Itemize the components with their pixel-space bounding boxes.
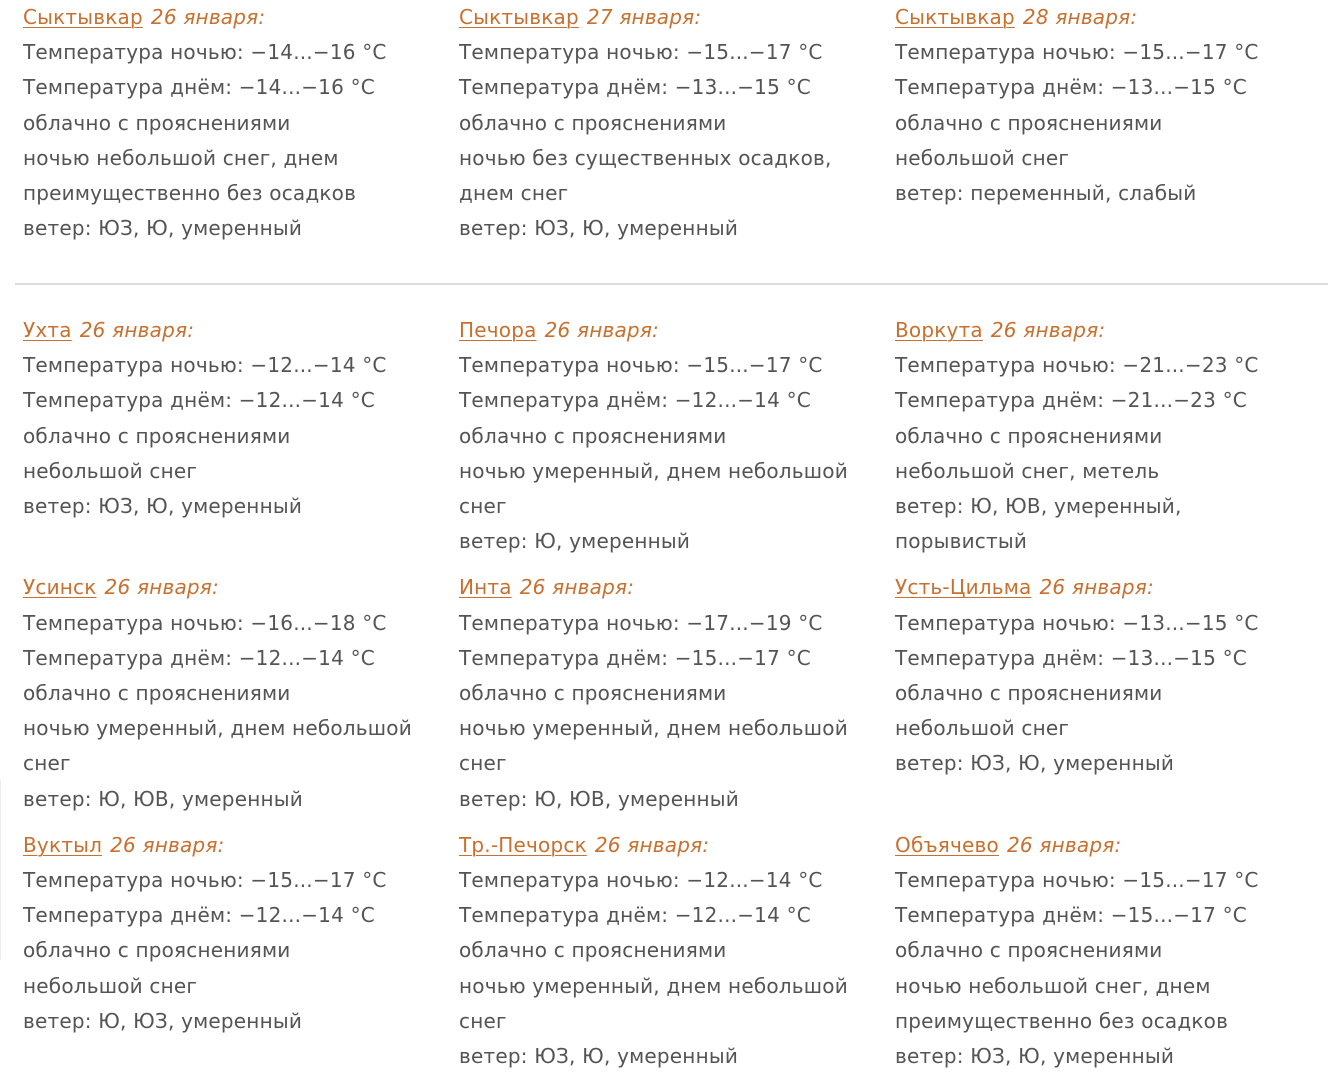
sky-conditions: облачно с прояснениями xyxy=(895,110,1163,135)
precipitation: ночью умеренный, днем небольшой снег xyxy=(459,458,848,519)
precipitation: небольшой снег xyxy=(23,458,198,483)
wind: ветер: ЮЗ, Ю, умеренный xyxy=(895,1044,1175,1069)
wind: ветер: ЮЗ, Ю, умеренный xyxy=(459,1044,739,1069)
forecast-date: 26 января: xyxy=(110,832,225,857)
night-temperature: Температура ночью: −16...−18 °C xyxy=(23,610,387,635)
sky-conditions: облачно с прояснениями xyxy=(895,681,1163,706)
sky-conditions: облачно с прояснениями xyxy=(459,423,727,448)
forecast-card xyxy=(23,0,459,246)
forecast-date: 26 января: xyxy=(104,575,219,600)
wind: ветер: переменный, слабый xyxy=(895,181,1197,206)
capital-forecast-section xyxy=(0,0,1338,246)
capital-forecast-grid xyxy=(0,0,1338,246)
wind: ветер: Ю, ЮЗ, умеренный xyxy=(23,1008,303,1033)
forecast-card-header xyxy=(895,828,1331,863)
night-temperature: Температура ночью: −21...−23 °C xyxy=(895,353,1259,378)
night-temperature: Температура ночью: −13...−15 °C xyxy=(895,610,1259,635)
city-link[interactable]: Воркута xyxy=(895,318,983,342)
precipitation: небольшой снег xyxy=(23,973,198,998)
day-temperature: Температура днём: −12...−14 °C xyxy=(459,903,811,928)
forecast-card xyxy=(23,313,459,559)
wind: ветер: ЮЗ, Ю, умеренный xyxy=(23,216,303,241)
forecast-card xyxy=(895,313,1331,559)
forecast-card xyxy=(23,570,459,816)
night-temperature: Температура ночью: −12...−14 °C xyxy=(459,868,823,893)
forecast-card xyxy=(895,828,1331,1074)
forecast-card-header xyxy=(23,0,459,35)
wind: ветер: ЮЗ, Ю, умеренный xyxy=(459,216,739,241)
day-temperature: Температура днём: −15...−17 °C xyxy=(895,903,1247,928)
left-edge-marker xyxy=(0,780,1,960)
city-link[interactable]: Вуктыл xyxy=(23,832,103,857)
forecast-card xyxy=(459,313,895,559)
sky-conditions: облачно с прояснениями xyxy=(23,423,291,448)
forecast-card-header xyxy=(459,313,895,348)
forecast-card xyxy=(23,828,459,1074)
forecast-date: 26 января: xyxy=(150,5,266,29)
wind: ветер: ЮЗ, Ю, умеренный xyxy=(23,494,303,519)
forecast-card-header xyxy=(23,828,459,863)
forecast-date: 27 января: xyxy=(586,5,702,29)
forecast-date: 26 января: xyxy=(594,832,710,857)
night-temperature: Температура ночью: −14...−16 °C xyxy=(23,40,387,65)
night-temperature: Температура ночью: −15...−17 °C xyxy=(459,40,823,65)
wind: ветер: Ю, ЮВ, умеренный, порывистый xyxy=(895,494,1182,554)
wind: ветер: Ю, умеренный xyxy=(459,529,691,554)
night-temperature: Температура ночью: −15...−17 °C xyxy=(23,868,387,893)
night-temperature: Температура ночью: −17...−19 °C xyxy=(459,610,823,635)
precipitation: ночью без существенных осадков, днем снег xyxy=(459,145,832,206)
precipitation: ночью умеренный, днем небольшой снег xyxy=(459,973,848,1033)
precipitation: небольшой снег xyxy=(895,716,1070,741)
wind: ветер: Ю, ЮВ, умеренный xyxy=(23,786,303,811)
forecast-card xyxy=(459,0,895,246)
regional-forecast-grid xyxy=(0,313,1338,1074)
precipitation: ночью умеренный, днем небольшой снег xyxy=(459,716,848,776)
city-link[interactable]: Объячево xyxy=(895,832,999,857)
forecast-date: 26 января: xyxy=(1039,575,1154,600)
city-link[interactable]: Сыктывкар xyxy=(23,5,143,29)
wind: ветер: ЮЗ, Ю, умеренный xyxy=(895,751,1175,776)
day-temperature: Температура днём: −21...−23 °C xyxy=(895,388,1247,413)
day-temperature: Температура днём: −12...−14 °C xyxy=(459,388,811,413)
city-link[interactable]: Сыктывкар xyxy=(895,5,1015,29)
forecast-card-header xyxy=(895,570,1331,605)
regional-forecast-section xyxy=(0,313,1338,1074)
forecast-card xyxy=(459,570,895,816)
night-temperature: Температура ночью: −15...−17 °C xyxy=(459,353,823,378)
sky-conditions: облачно с прояснениями xyxy=(459,681,727,706)
night-temperature: Температура ночью: −12...−14 °C xyxy=(23,353,387,378)
precipitation: ночью небольшой снег, днем преимущественно без осадков xyxy=(895,973,1229,1033)
precipitation: ночью небольшой снег, днем преимущественно без осадков xyxy=(23,145,357,206)
city-link[interactable]: Инта xyxy=(459,575,512,600)
day-temperature: Температура днём: −12...−14 °C xyxy=(23,388,375,413)
sky-conditions: облачно с прояснениями xyxy=(23,681,291,706)
city-link[interactable]: Тр.-Печорск xyxy=(459,832,587,857)
forecast-card xyxy=(895,570,1331,816)
forecast-card-header xyxy=(895,313,1331,348)
forecast-date: 26 января: xyxy=(79,318,195,342)
sky-conditions: облачно с прояснениями xyxy=(895,938,1163,963)
sky-conditions: облачно с прояснениями xyxy=(895,423,1163,448)
day-temperature: Температура днём: −13...−15 °C xyxy=(459,75,811,100)
day-temperature: Температура днём: −14...−16 °C xyxy=(23,75,375,100)
forecast-card-header xyxy=(459,0,895,35)
sky-conditions: облачно с прояснениями xyxy=(23,110,291,135)
night-temperature: Температура ночью: −15...−17 °C xyxy=(895,40,1259,65)
precipitation: небольшой снег xyxy=(895,145,1070,170)
city-link[interactable]: Печора xyxy=(459,318,537,342)
forecast-card xyxy=(895,0,1331,246)
forecast-card-header xyxy=(23,570,459,605)
city-link[interactable]: Ухта xyxy=(23,318,72,342)
day-temperature: Температура днём: −12...−14 °C xyxy=(23,903,375,928)
precipitation: ночью умеренный, днем небольшой снег xyxy=(23,716,412,776)
day-temperature: Температура днём: −13...−15 °C xyxy=(895,75,1247,100)
sky-conditions: облачно с прояснениями xyxy=(459,938,727,963)
forecast-date: 26 января: xyxy=(519,575,635,600)
wind: ветер: Ю, ЮВ, умеренный xyxy=(459,786,739,811)
day-temperature: Температура днём: −12...−14 °C xyxy=(23,645,375,670)
forecast-date: 28 января: xyxy=(1022,5,1138,29)
forecast-card-header xyxy=(23,313,459,348)
forecast-date: 26 января: xyxy=(1006,832,1122,857)
day-temperature: Температура днём: −13...−15 °C xyxy=(895,645,1247,670)
forecast-date: 26 января: xyxy=(544,318,659,342)
forecast-date: 26 января: xyxy=(990,318,1106,342)
city-link[interactable]: Усть-Цильма xyxy=(895,575,1032,600)
section-divider xyxy=(15,283,1328,285)
city-link[interactable]: Усинск xyxy=(23,575,97,600)
forecast-card xyxy=(459,828,895,1074)
forecast-card-header xyxy=(459,570,895,605)
forecast-card-header xyxy=(459,828,895,863)
precipitation: небольшой снег, метель xyxy=(895,458,1160,483)
sky-conditions: облачно с прояснениями xyxy=(23,938,291,963)
night-temperature: Температура ночью: −15...−17 °C xyxy=(895,868,1259,893)
sky-conditions: облачно с прояснениями xyxy=(459,110,727,135)
day-temperature: Температура днём: −15...−17 °C xyxy=(459,645,811,670)
forecast-card-header xyxy=(895,0,1331,35)
city-link[interactable]: Сыктывкар xyxy=(459,5,579,29)
